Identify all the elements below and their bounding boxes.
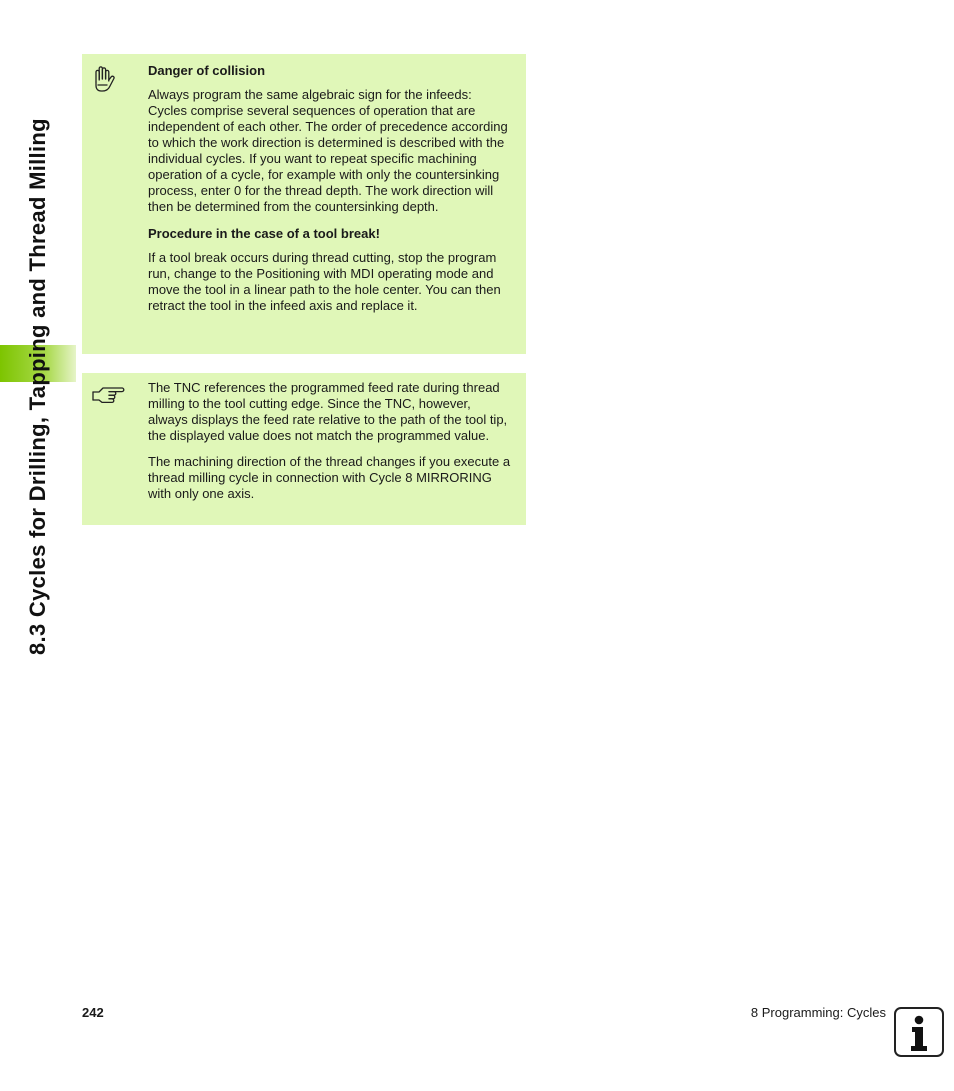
notice-paragraph: If a tool break occurs during thread cutting, stop the program run, change to the Positioning with MDI operating mode and move the tool in a linear path to the hole center. You can then retract the tool in the infeed axis and replace it. <box>148 250 501 313</box>
chapter-label: 8 Programming: Cycles <box>750 1005 886 1020</box>
page-number: 242 <box>82 1005 104 1020</box>
running-chapter-title: 8.3 Cycles for Drilling, Tapping and Thread Milling <box>25 118 50 655</box>
hand-stop-icon <box>90 64 118 96</box>
notice-paragraph: The TNC references the programmed feed rate during thread milling to the tool cutting edge. Since the TNC, however, always displays the feed rate relative to the path of the tool tip, the displayed value does not match the programmed value. <box>148 380 508 443</box>
info-icon <box>894 1007 944 1057</box>
pointing-hand-icon <box>91 383 125 409</box>
collision-warning-box <box>82 54 526 354</box>
notice-heading: Danger of collision <box>148 63 266 78</box>
notice-paragraph: The machining direction of the thread changes if you execute a thread milling cycle in connection with Cycle 8 MIRRORING with only one axis. <box>148 454 511 501</box>
note-box <box>82 373 526 525</box>
notice-paragraph: Always program the same algebraic sign for the infeeds: Cycles comprise several sequences of operation that are independent of each other. The order of precedence according to which the work direction is determined is described with the individual cycles. If you want to repeat specific machining operation of a cycle, for example with only the countersinking process, enter 0 for the thread depth. The work direction will then be determined from the countersinking depth. <box>148 87 508 214</box>
notice-heading: Procedure in the case of a tool break! <box>148 226 380 241</box>
